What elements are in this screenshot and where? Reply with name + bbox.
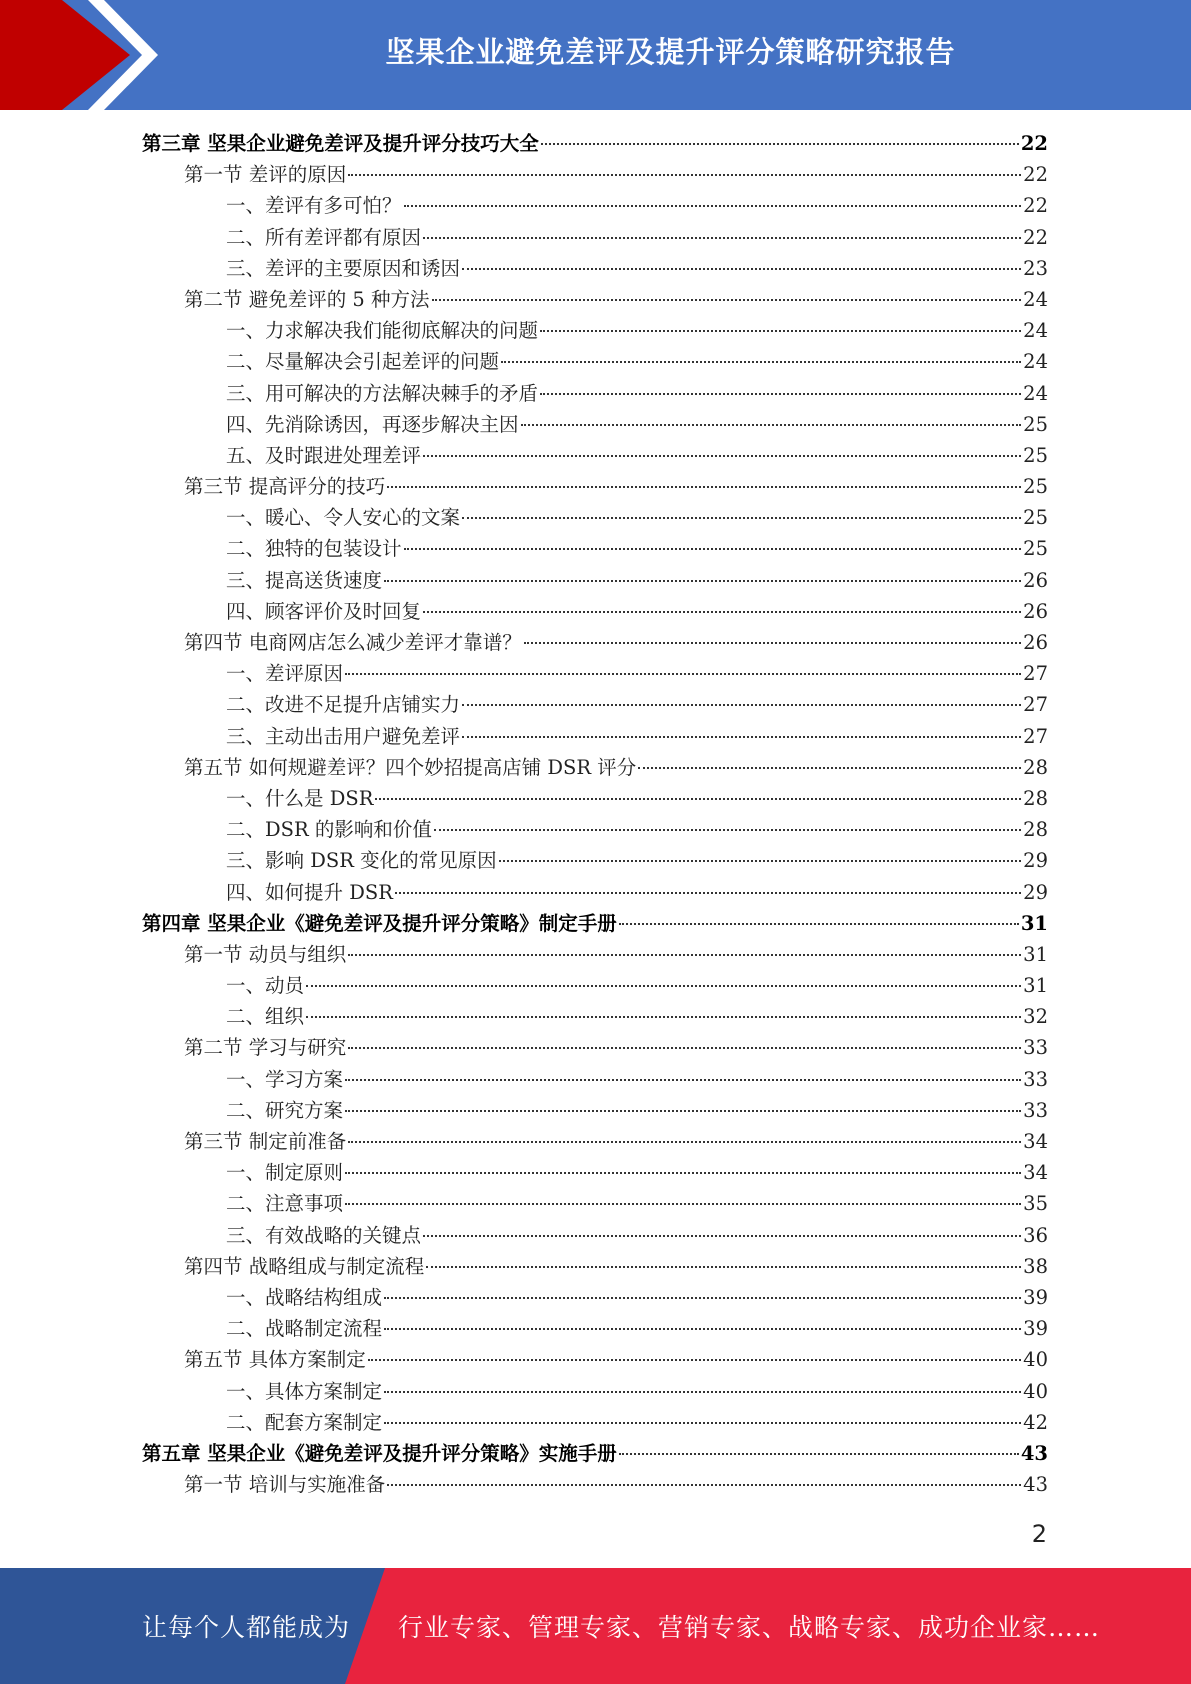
toc-entry-page: 39	[1023, 1285, 1048, 1309]
toc-entry-label: 三、提高送货速度	[226, 568, 383, 592]
toc-entry-label: 一、暖心、令人安心的文案	[226, 506, 461, 530]
toc-entry-label: 三、主动出击用户避免差评	[226, 724, 461, 748]
toc-dot-leader	[348, 1141, 1021, 1143]
toc-section-entry[interactable]	[142, 752, 1048, 783]
toc-dot-leader	[619, 923, 1019, 925]
page-number: 2	[1031, 1520, 1047, 1548]
toc-item-entry[interactable]	[142, 1376, 1048, 1407]
toc-entry-label: 第二节 避免差评的 5 种方法	[184, 287, 430, 311]
toc-item-entry[interactable]	[142, 253, 1048, 284]
toc-dot-leader	[384, 1328, 1021, 1330]
toc-item-entry[interactable]	[142, 1282, 1048, 1313]
page-footer	[0, 1568, 1191, 1684]
toc-entry-page: 32	[1023, 1005, 1048, 1029]
toc-dot-leader	[540, 393, 1021, 395]
toc-entry-page: 25	[1023, 537, 1048, 561]
toc-section-entry[interactable]	[142, 1251, 1048, 1282]
toc-entry-page: 42	[1023, 1410, 1048, 1434]
toc-dot-leader	[462, 704, 1021, 706]
toc-entry-label: 三、影响 DSR 变化的常见原因	[226, 849, 497, 873]
toc-entry-page: 25	[1023, 506, 1048, 530]
toc-item-entry[interactable]	[142, 502, 1048, 533]
toc-entry-label: 第三节 制定前准备	[184, 1130, 347, 1153]
toc-section-entry[interactable]	[142, 1344, 1048, 1375]
toc-entry-label: 二、战略制定流程	[226, 1317, 383, 1341]
toc-entry-page: 25	[1023, 412, 1048, 436]
toc-entry-page: 22	[1023, 194, 1048, 218]
toc-item-entry[interactable]	[142, 222, 1048, 253]
toc-entry-label: 第五章 坚果企业《避免差评及提升评分策略》实施手册	[142, 1441, 617, 1465]
toc-dot-leader	[384, 1297, 1021, 1299]
toc-entry-label: 第三节 提高评分的技巧	[184, 475, 386, 499]
toc-dot-leader	[521, 424, 1022, 426]
toc-section-entry[interactable]	[142, 1469, 1048, 1500]
toc-chapter-entry[interactable]	[142, 128, 1048, 159]
toc-dot-leader	[462, 736, 1021, 738]
toc-item-entry[interactable]	[142, 877, 1048, 908]
toc-entry-label: 四、顾客评价及时回复	[226, 599, 422, 623]
toc-dot-leader	[499, 860, 1022, 862]
toc-entry-label: 第四节 战略组成与制定流程	[184, 1254, 425, 1278]
page-header	[0, 0, 1191, 110]
toc-dot-leader	[462, 268, 1021, 270]
toc-dot-leader	[387, 486, 1021, 488]
toc-item-entry[interactable]	[142, 565, 1048, 596]
toc-dot-leader	[384, 580, 1021, 582]
toc-entry-page: 22	[1023, 163, 1048, 187]
toc-item-entry[interactable]	[142, 845, 1048, 876]
toc-dot-leader	[384, 1391, 1021, 1393]
toc-entry-page: 27	[1023, 693, 1048, 717]
toc-entry-page: 40	[1023, 1379, 1048, 1403]
toc-entry-page: 24	[1023, 350, 1048, 374]
toc-dot-leader	[423, 455, 1021, 457]
toc-dot-leader	[541, 143, 1019, 145]
toc-entry-page: 26	[1023, 568, 1048, 592]
toc-entry-page: 29	[1023, 849, 1048, 873]
toc-entry-label: 一、什么是 DSR	[226, 786, 374, 810]
toc-entry-page: 31	[1023, 942, 1048, 966]
toc-entry-label: 一、学习方案	[226, 1067, 344, 1091]
toc-section-entry[interactable]	[142, 1126, 1048, 1157]
toc-entry-label: 二、研究方案	[226, 1098, 344, 1122]
toc-entry-label: 二、独特的包装设计	[226, 537, 402, 561]
toc-entry-label: 一、差评有多可怕？	[226, 194, 402, 218]
toc-entry-label: 四、如何提升 DSR	[226, 880, 393, 904]
toc-item-entry[interactable]	[142, 970, 1048, 1001]
toc-dot-leader	[501, 361, 1021, 363]
toc-dot-leader	[524, 642, 1021, 644]
toc-entry-label: 第一节 培训与实施准备	[184, 1473, 386, 1497]
toc-entry-label: 一、战略结构组成	[226, 1285, 383, 1309]
toc-entry-label: 第二节 学习与研究	[184, 1036, 347, 1060]
toc-chapter-entry[interactable]	[142, 908, 1048, 939]
toc-entry-label: 二、所有差评都有原因	[226, 225, 422, 249]
toc-item-entry[interactable]	[142, 658, 1048, 689]
toc-entry-page: 22	[1023, 225, 1048, 249]
toc-entry-page: 28	[1023, 786, 1048, 810]
toc-section-entry[interactable]	[142, 1032, 1048, 1063]
toc-dot-leader	[395, 892, 1021, 894]
toc-dot-leader	[540, 330, 1021, 332]
toc-entry-page: 22	[1020, 132, 1048, 155]
toc-section-entry[interactable]	[142, 159, 1048, 190]
toc-entry-label: 一、力求解决我们能彻底解决的问题	[226, 319, 539, 343]
toc-entry-page: 25	[1023, 443, 1048, 467]
toc-entry-page: 43	[1023, 1473, 1048, 1497]
toc-entry-page: 43	[1020, 1441, 1048, 1465]
toc-entry-page: 34	[1023, 1130, 1048, 1153]
toc-item-entry[interactable]	[142, 1220, 1048, 1251]
toc-entry-page: 26	[1023, 599, 1048, 623]
toc-dot-leader	[619, 1453, 1019, 1455]
toc-item-entry[interactable]	[142, 689, 1048, 720]
toc-item-entry[interactable]	[142, 346, 1048, 377]
toc-entry-label: 第四章 坚果企业《避免差评及提升评分策略》制定手册	[142, 911, 617, 935]
toc-item-entry[interactable]	[142, 1313, 1048, 1344]
toc-dot-leader	[638, 767, 1021, 769]
toc-entry-page: 33	[1023, 1067, 1048, 1091]
toc-chapter-entry[interactable]	[142, 1438, 1048, 1469]
toc-entry-page: 26	[1023, 631, 1048, 654]
toc-entry-page: 27	[1023, 724, 1048, 748]
toc-entry-page: 35	[1023, 1192, 1048, 1216]
toc-section-entry[interactable]	[142, 471, 1048, 502]
toc-entry-label: 二、DSR 的影响和价值	[226, 818, 432, 842]
toc-entry-label: 一、动员	[226, 974, 305, 998]
toc-entry-label: 二、注意事项	[226, 1192, 344, 1216]
toc-entry-page: 34	[1023, 1161, 1048, 1185]
toc-entry-page: 24	[1023, 381, 1048, 405]
toc-item-entry[interactable]	[142, 409, 1048, 440]
toc-entry-label: 第一节 差评的原因	[184, 163, 347, 187]
toc-entry-page: 28	[1023, 818, 1048, 842]
toc-entry-label: 第三章 坚果企业避免差评及提升评分技巧大全	[142, 132, 539, 155]
table-of-contents	[142, 128, 1048, 1500]
toc-dot-leader	[348, 1047, 1021, 1049]
toc-entry-label: 三、差评的主要原因和诱因	[226, 256, 461, 280]
toc-entry-label: 二、配套方案制定	[226, 1410, 383, 1434]
toc-entry-label: 一、具体方案制定	[226, 1379, 383, 1403]
toc-item-entry[interactable]	[142, 1064, 1048, 1095]
toc-item-entry[interactable]	[142, 1001, 1048, 1032]
toc-entry-page: 33	[1023, 1098, 1048, 1122]
toc-entry-page: 39	[1023, 1317, 1048, 1341]
toc-dot-leader	[432, 299, 1022, 301]
toc-dot-leader	[384, 1422, 1021, 1424]
toc-entry-page: 24	[1023, 319, 1048, 343]
toc-item-entry[interactable]	[142, 440, 1048, 471]
toc-section-entry[interactable]	[142, 627, 1048, 658]
toc-entry-page: 24	[1023, 287, 1048, 311]
toc-dot-leader	[348, 174, 1021, 176]
toc-entry-label: 一、差评原因	[226, 662, 344, 686]
toc-dot-leader	[462, 517, 1021, 519]
toc-section-entry[interactable]	[142, 939, 1048, 970]
toc-entry-label: 二、组织	[226, 1005, 305, 1029]
toc-entry-label: 第一节 动员与组织	[184, 942, 347, 966]
toc-dot-leader	[404, 205, 1022, 207]
toc-dot-leader	[423, 611, 1021, 613]
toc-dot-leader	[404, 548, 1022, 550]
toc-item-entry[interactable]	[142, 1157, 1048, 1188]
toc-entry-label: 第五节 具体方案制定	[184, 1348, 366, 1372]
toc-entry-label: 二、尽量解决会引起差评的问题	[226, 350, 500, 374]
toc-dot-leader	[345, 1079, 1021, 1081]
toc-item-entry[interactable]	[142, 1188, 1048, 1219]
document-title: 坚果企业避免差评及提升评分策略研究报告	[385, 34, 956, 69]
footer-slogan-left: 让每个人都能成为	[142, 1613, 351, 1642]
toc-entry-page: 27	[1023, 662, 1048, 686]
toc-dot-leader	[306, 985, 1021, 987]
toc-dot-leader	[368, 1359, 1021, 1361]
toc-dot-leader	[345, 673, 1021, 675]
toc-entry-page: 29	[1023, 880, 1048, 904]
toc-entry-label: 四、先消除诱因，再逐步解决主因	[226, 412, 519, 436]
toc-item-entry[interactable]	[142, 315, 1048, 346]
toc-item-entry[interactable]	[142, 190, 1048, 221]
toc-dot-leader	[426, 1266, 1021, 1268]
toc-entry-page: 28	[1023, 755, 1048, 779]
toc-entry-page: 33	[1023, 1036, 1048, 1060]
toc-dot-leader	[345, 1172, 1021, 1174]
toc-item-entry[interactable]	[142, 533, 1048, 564]
toc-entry-page: 31	[1023, 974, 1048, 998]
toc-entry-label: 一、制定原则	[226, 1161, 344, 1185]
toc-dot-leader	[375, 798, 1021, 800]
toc-item-entry[interactable]	[142, 814, 1048, 845]
toc-entry-page: 23	[1023, 256, 1048, 280]
toc-item-entry[interactable]	[142, 378, 1048, 409]
toc-entry-page: 31	[1020, 911, 1048, 935]
toc-entry-page: 38	[1023, 1254, 1048, 1278]
toc-dot-leader	[345, 1203, 1021, 1205]
toc-dot-leader	[348, 954, 1021, 956]
toc-dot-leader	[423, 237, 1021, 239]
toc-item-entry[interactable]	[142, 783, 1048, 814]
toc-entry-page: 40	[1023, 1348, 1048, 1372]
toc-item-entry[interactable]	[142, 1407, 1048, 1438]
toc-section-entry[interactable]	[142, 284, 1048, 315]
toc-item-entry[interactable]	[142, 1095, 1048, 1126]
toc-item-entry[interactable]	[142, 596, 1048, 627]
toc-entry-label: 三、有效战略的关键点	[226, 1223, 422, 1247]
toc-dot-leader	[306, 1016, 1021, 1018]
footer-slogan-right: 行业专家、管理专家、营销专家、战略专家、成功企业家……	[398, 1613, 1101, 1642]
toc-entry-label: 第四节 电商网店怎么减少差评才靠谱？	[184, 631, 522, 654]
toc-entry-label: 二、改进不足提升店铺实力	[226, 693, 461, 717]
toc-item-entry[interactable]	[142, 721, 1048, 752]
toc-entry-label: 第五节 如何规避差评？四个妙招提高店铺 DSR 评分	[184, 755, 637, 779]
toc-dot-leader	[387, 1484, 1021, 1486]
toc-entry-label: 五、及时跟进处理差评	[226, 443, 422, 467]
toc-entry-page: 25	[1023, 475, 1048, 499]
toc-dot-leader	[434, 829, 1021, 831]
toc-entry-page: 36	[1023, 1223, 1048, 1247]
toc-dot-leader	[423, 1235, 1021, 1237]
toc-entry-label: 三、用可解决的方法解决棘手的矛盾	[226, 381, 539, 405]
toc-dot-leader	[345, 1110, 1021, 1112]
